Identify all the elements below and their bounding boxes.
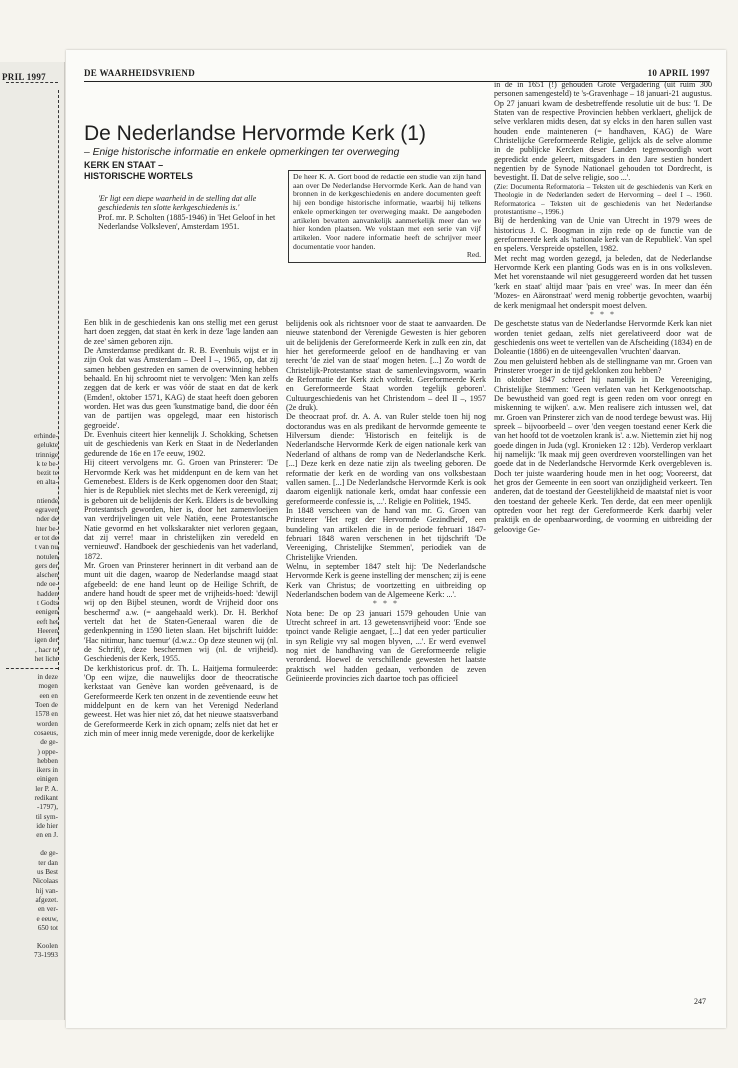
previous-page-line: en alta- xyxy=(36,478,58,487)
previous-page-line: nder de xyxy=(36,515,58,524)
epigraph-source: Prof. mr. P. Scholten (1885-1946) in 'Het Geloof in het Nederlandse Volksleven', Amsterdam 1951. xyxy=(98,212,276,232)
previous-page-line: t van nu xyxy=(34,543,58,552)
previous-page-line: hebben xyxy=(37,756,58,765)
paragraph: De Amsterdamse predikant dr. R. B. Evenhuis wijst er in zijn Ook dat was Amsterdam – Deel I –, 1965, op, dat zij samen hebben gestreden en samen de overwinning hebben behaald. En hij schroomt niet te vervolgen: 'Men kan zelfs zeggen dat de kerk er was vóór de staat en dat de kerk (Emden!, oktober 1571, KAG) de staat heeft doen geboren worden. Het was dus geen 'kunstmatige band, die door één van de partijen was opgelegd, maar een historisch gegroeide'. xyxy=(84,346,278,430)
previous-page-line: de ge- xyxy=(40,738,58,747)
publication-name: DE WAARHEIDSVRIEND xyxy=(84,68,196,78)
previous-page-line: gelukte xyxy=(36,441,58,450)
section-heading xyxy=(84,160,284,181)
paragraph: belijdenis ook als richtsnoer voor de staat te aanvaarden. De nieuwe statenbond der Verenigde Gewesten is hier geboren uit de belijdenis der Gereformeerde Kerk in zulk een zin, dat hier het gereformeerde geloof en de handhaving er van terecht 'de ziel van de staat' mogen heten. [...] Zo wordt de Christelijk-Protestantse staat de samenlevingsvorm, waarin de Reformatie der Kerk zich voltrekt. Gereformeerde Kerk en Gereformeerde Staat worden tegelijk geboren'. Cultuurgeschiedenis van het Christendom – deel II –, 1957 (2e druk). xyxy=(286,319,486,413)
paragraph: De kerkhistoricus prof. dr. Th. L. Haitjema formuleerde: 'Op een wijze, die nauwelijks door de theocratische kerkstaat van Genève kan worden geëvenaard, is de Gereformeerde Kerk ten onzent in de zeventiende eeuw het middelpunt en de kern van het Verenigd Nederland geweest. Het was hier niet zó, dat het nieuwe staatsverband de Gereformeerde Kerk in zich opnam; zelfs niet dat het er zich min of meer innig mede verenigde, door de kerkelijke xyxy=(84,663,278,739)
previous-page-line: ide hier xyxy=(36,821,58,830)
previous-page-header: PRIL 1997 xyxy=(2,72,46,82)
previous-page-line: eeft het xyxy=(36,617,58,626)
previous-page-line: hadden xyxy=(37,589,58,598)
previous-page-line: erhinde- xyxy=(34,432,58,440)
previous-page-line: 650 tot xyxy=(37,923,58,932)
previous-page-line: einigen xyxy=(36,775,58,784)
previous-page-text xyxy=(2,432,58,961)
previous-page-line: de ge- xyxy=(40,849,58,858)
previous-page-line: een en xyxy=(39,691,58,700)
column-1 xyxy=(84,318,278,738)
paragraph: in de in 1651 (!) gehouden Grote Vergadering (uit ruim 300 personen samengesteld) te 's-Gravenhage – 18 januari-21 augustus. Op 27 januari kwam de desbetreffende resolutie uit de bus: 'I. De Staten van de respective Provincien hebben verklaert, ghelijck de selve verklaren midts desen, dat sy elcks in den haren sullen vast houden ende mainteneren (= handhaven, KAG) de Ware Christelijcke Gereformeerde Religie, gelijck als de selve alomme in de publijcke Kercken deser Landen tegenwoordigh wort gepredickt ende geleert, mitsgaders in den Jare sestien hondert negentien by de Synode Nationael gehouden tot Dordrecht, is bevestight. II. Dat de selve religie, soo ...'. xyxy=(494,80,712,183)
page-number: 247 xyxy=(694,997,706,1006)
previous-page-line: ter dan xyxy=(38,858,58,867)
previous-page-line: Nicolaas xyxy=(32,877,58,886)
previous-page-line: egraven xyxy=(35,506,58,515)
column-3 xyxy=(494,80,712,534)
previous-page-line: worden xyxy=(36,719,58,728)
previous-page-line: nde oe- xyxy=(36,580,58,589)
previous-page-gap xyxy=(2,840,58,849)
previous-page-line: hter be- xyxy=(35,524,58,533)
paragraph: Dr. Evenhuis citeert hier kennelijk J. Schokking, Schetsen uit de geschiedenis van Kerk en Staat in de Nederlanden gedurende de 16e en 17e eeuw, 1902. xyxy=(84,430,278,458)
previous-page-line: -1797), xyxy=(37,803,58,812)
newspaper-page xyxy=(66,50,726,1028)
previous-page-line: notulen xyxy=(36,552,58,561)
paragraph: In 1848 verscheen van de hand van mr. G. Groen van Prinsterer 'Het regt der Hervormde Gezindheid', een bundeling van artikelen die in de periode februari 1847-februari 1848 waren verschenen in het tijdschrift 'De Vereeniging, Christelijke Stemmen', periodiek van de Christelijke Vrienden. xyxy=(286,505,486,562)
previous-page-line: ) oppe- xyxy=(37,747,58,756)
previous-page-line: en en J. xyxy=(36,831,58,840)
previous-page-line: k te be- xyxy=(36,459,58,468)
paragraph: De geschetste status van de Nederlandse Hervormde Kerk kan niet worden teniet gedaan, zelfs niet gerelativeerd door wat de geschiedenis ons weet te vertellen van de Afscheiding (1834) en de Doleantie (1886) en de uiteengevallen 'vruchten' daarvan. xyxy=(494,319,712,357)
previous-page-line: ler P. A. xyxy=(35,784,58,793)
editorial-note-text: De heer K. A. Gort bood de redactie een studie van zijn hand aan over De Nederlandse Hervormde Kerk. Aan de hand van bronnen in de kerkgeschiedenis en andere documenten geeft hij een bondige historische informatie, waarbij hij telkens enkele opmerkingen ter overweging maakt. De aangeboden artikelen bevatten aanvankelijk aanmerkelijk meer dan we hier konden plaatsen. We volstaan met een serie van vijf artikelen. Voor nadere informatie heeft de schrijver meer documentatie voor handen. xyxy=(293,172,481,251)
paragraph: Welnu, in september 1847 stelt hij: 'De Nederlandsche Hervormde Kerk is geene instelling der menschen; zij is eene Kerk van Christus; de voortzetting en uitbreiding op Nederlandschen bodem van de Algemeene Kerk: ...'. xyxy=(286,561,486,599)
previous-page-gap xyxy=(2,664,58,673)
paragraph: Nota bene: De op 23 januari 1579 gehouden Unie van Utrecht schreef in art. 13 gewetensvrijheid voor: 'Ende soe tpoinct vande Religie aengaet, [...] dat een yeder particulier in syn Religie vry sal mogen blyven, ...'. Er werd evenwel nog niet de handhaving van de Gereformeerde religie verordend. Hoewel de verschillende gewesten het laatste praktisch wel hadden gedaan, verbonden de zeven Geünieerde provincies zich daartoe toch pas officieel xyxy=(286,608,486,684)
previous-page-edge xyxy=(0,62,65,1020)
previous-page-line: er tot de xyxy=(34,533,58,542)
previous-page-line: afgezet. xyxy=(35,895,58,904)
issue-date: 10 APRIL 1997 xyxy=(647,68,710,78)
previous-page-line: hij van- xyxy=(35,886,58,895)
previous-page-line: 73-1993 xyxy=(34,951,58,960)
paragraph: (Zie: Documenta Reformatoria – Teksten uit de geschiedenis van Kerk en Theologie in de Nederlanden sedert de Hervorming – deel I –. 1960. Reformatorica – Teksten uit de geschiedenis van het Nederlandse protestantisme –, 1996.) xyxy=(494,182,712,216)
previous-page-line: 1578 en xyxy=(35,710,58,719)
paragraph: Bij de herdenking van de Unie van Utrecht in 1979 wees de historicus J. C. Boogman in zijn rede op de functie van de gereformeerde kerk als 'nationale kerk van de Republiek'. Van spel en spelers. Verspreide opstellen, 1982. xyxy=(494,216,712,254)
previous-page-line: ikers in xyxy=(36,766,58,775)
previous-page-line: Toen de xyxy=(35,701,58,710)
previous-page-line: igen der xyxy=(34,636,58,645)
previous-page-line: cosaeus, xyxy=(33,728,58,737)
previous-page-line: ntiende xyxy=(36,496,58,505)
section-divider: * * * xyxy=(372,599,400,609)
previous-page-line: e eeuw, xyxy=(36,914,58,923)
dashed-border-right xyxy=(58,90,59,670)
paragraph: In oktober 1847 schreef hij namelijk in De Vereeniging, Christelijke Stemmen: 'Geen verlaten van het Kerkgenootschap. De bewustheid van goed regt is geen reden om voor onregt en miskenning te wijken'. a.w. Men realisere zich intussen wel, dat mr. Groen van Prinsterer zich van de nood terdege bewust was. Hij spreek – bijvoorbeeld – over 'den veegen toestand eener Kerk die van het hoofd tot de voetzolen krank is'. a.w. Niettemin ziet hij nog goede dingen in Juda (vgl. Kronieken 12 : 12b). Verderop verklaart hij namelijk: 'Ik maak mij geen overdreven voorstellingen van het goede dat in de Nederlandsche Hervormde Kerk overgebleven is. Doch ter juiste waardering houde men in het oog; Vooreerst, dat het gros der Gemeente in een soort van onzijdigheid verkeert. Ten anderen, dat de toestand der Geestelijkheid de maatstaf niet is voor den toestand der geheele Kerk. Ten derde, dat een meer openlijk optreden voor het regt der Gereformeerde Kerk daarbij veler praktijk en de openbaarwording, de voorming en uitbreiding der geloovige Ge- xyxy=(494,375,712,534)
section-heading-line-1: KERK EN STAAT – xyxy=(84,160,164,170)
paragraph: Mr. Groen van Prinsterer herinnert in dit verband aan de munt uit die dagen, waarop de Nederlandse maagd staat afgebeeld: de ene hand leunt op de Heilige Schrift, de andere hand houdt de speer met de vrijheids-hoed: 'dewijl wij op den Bijbel steunen, wordt de Vrijheid door ons beschermd' a.w. (= aangehaald werk). Dr. H. Berkhof vertelt dat het de Staten-Generaal waren die de gedenkpenning in 1590 lieten slaan. Het bijschrift luidde: 'Hac nitimur, hanc tuemur' (d.w.z.: Op deze steunen wij (nl. de Schrift), deze beschermen wij (nl. de vrijheid). Geschiedenis der Kerk, 1955. xyxy=(84,560,278,664)
article-title: De Nederlandse Hervormde Kerk (1) xyxy=(84,122,426,145)
previous-page-line: het licht xyxy=(34,654,58,663)
previous-page-line: Koolen xyxy=(36,942,58,951)
paragraph: Zou men geluisterd hebben als de stellingname van mr. Groen van Prinsterer vroeger in de tijd geklonken zou hebben? xyxy=(494,356,712,375)
previous-page-gap xyxy=(2,488,58,497)
editorial-signature: Red. xyxy=(466,250,481,260)
paragraph: De theocraat prof. dr. A. A. van Ruler stelde toen hij nog doctorandus was en als predikant de hervormde gemeente te Hilversum diende: 'Historisch en feitelijk is de Nederlandsche Hervormde Kerk de eigen nationale kerk van Nederland of althans de romp van de Nederlandsche Kerk. [...] Deze kerk en deze natie zijn als tweeling geboren. De reformatie der kerk en de wording van ons volksbestaan vallen samen. [...] De Nederlandsche Hervormde Kerk is ook daarom eigenlijk nationale kerk, omdat haar confessie een gereformeerde confessie is, ...'. Religie en Politiek, 1945. xyxy=(286,412,486,506)
previous-page-gap xyxy=(2,933,58,942)
section-heading-line-2: HISTORISCHE WORTELS xyxy=(84,170,193,181)
editorial-note-box xyxy=(288,170,486,263)
previous-page-line: t Godts xyxy=(37,599,58,608)
paragraph: Hij citeert vervolgens mr. G. Groen van Prinsterer: 'De Hervormde Kerk was het middenpunt en de kern van het Gemenebest. Elders is de Kerk opgenomen door den Staat; hier is de Republiek niet slechts met de Kerk vereenigd, zij is geboren uit de belijdenis der Kerk. Elders is de bevolking Protestantsch geworden, hier is, door het zamenvloeijen van verdrijvelingen uit vele Natiën, eene Protestantsche Natie gevormd en het volkskarakter niet verloren gegaan, dat zij verre! maar in christelijken zin veredeld en vernieuwd'. Handboek der geschiedenis van het vaderland, 1872. xyxy=(84,458,278,561)
column-2 xyxy=(286,319,486,683)
previous-page-line: trinnige xyxy=(35,450,58,459)
previous-page-line: us Best xyxy=(37,868,58,877)
epigraph-quote: 'Er ligt een diepe waarheid in de stelling dat alle geschiedenis ten slotte kerkgeschiedenis is.' xyxy=(98,194,257,213)
dashed-border-top xyxy=(6,82,58,83)
previous-page-line: til sym- xyxy=(35,812,58,821)
previous-page-line: bezit te xyxy=(37,469,58,478)
previous-page-line: in deze xyxy=(37,673,58,682)
section-divider: * * * xyxy=(589,309,617,319)
previous-page-line: gers der xyxy=(35,561,58,570)
article-subtitle: – Enige historische informatie en enkele opmerkingen ter overweging xyxy=(84,147,400,158)
previous-page-line: redikant xyxy=(34,793,58,802)
previous-page-line: mogen xyxy=(38,682,58,691)
epigraph xyxy=(98,194,284,232)
previous-page-line: alschen xyxy=(36,571,58,580)
previous-page-line: , hacr te xyxy=(35,645,58,654)
paragraph: Een blik in de geschiedenis kan ons stellig met een gerust hart doen zeggen, dat staat èn kerk in deze 'lage landen aan de zee' sàmen geboren zijn. xyxy=(84,318,278,346)
previous-page-line: eenigen xyxy=(35,608,58,617)
previous-page-line: Heeren xyxy=(37,626,58,635)
paragraph: Met recht mag worden gezegd, ja beleden, dat de Nederlandse Hervormde Kerk een planting Gods was en is in ons volksleven. Met het vorenstaande wil niet gesuggereerd worden dat het tussen 'kerk en staat' altijd maar 'pais en vree' was. In meer dan één 'Mozes- en Aäronstraat' werd menig robbertje gevochten, waarbij de kerk menigmaal het onderspit moest delven. xyxy=(494,253,712,310)
previous-page-line: en ver- xyxy=(37,905,58,914)
